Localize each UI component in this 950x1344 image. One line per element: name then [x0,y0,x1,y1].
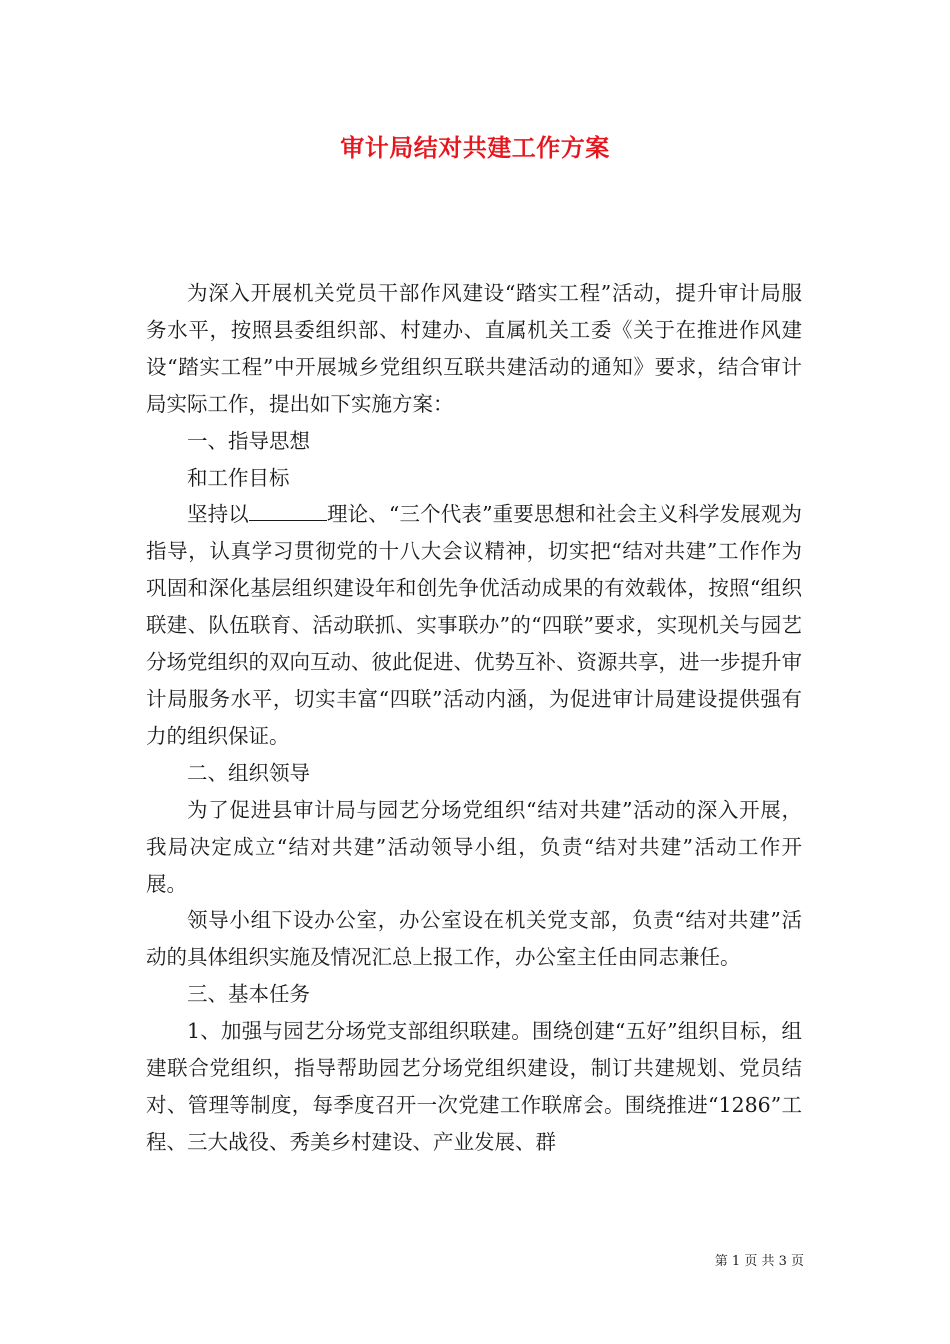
section1-paragraph-rest: 理论、“三个代表”重要思想和社会主义科学发展观为指导，认真学习贯彻党的十八大会议精神，切实把“结对共建”工作作为巩固和深化基层组织建设年和创先争优活动成果的有效载体，按照“组织联建、队伍联育、活动联抓、实事联办”的“四联”要求，实现机关与园艺分场党组织的双向互动、彼此促进、优势互补、资源共享，进一步提升审计局服务水平，切实丰富“四联”活动内涵，为促进审计局建设提供强有力的组织保证。 [146,502,803,748]
page-number: 第 1 页 共 3 页 [714,1254,804,1269]
section1-paragraph [146,496,802,754]
section2-paragraph-2: 领导小组下设办公室，办公室设在机关党支部，负责“结对共建”活动的具体组织实施及情况汇总上报工作，办公室主任由同志兼任。 [146,908,802,970]
section2-heading: 二、组织领导 [187,760,310,785]
document-title: 审计局结对共建工作方案 [340,133,610,162]
section1-paragraph-start: 坚持以 [187,502,249,527]
section3-heading: 三、基本任务 [187,982,310,1007]
section1-heading-continued: 和工作目标 [187,465,290,490]
section1-heading: 一、指导思想 [187,428,310,453]
fill-in-blank [249,502,327,521]
intro-paragraph: 为深入开展机关党员干部作风建设“踏实工程”活动，提升审计局服务水平，按照县委组织部、村建办、直属机关工委《关于在推进作风建设“踏实工程”中开展城乡党组织互联共建活动的通知》要求，结合审计局实际工作，提出如下实施方案： [146,281,802,416]
section3-paragraph-1: 1、加强与园艺分场党支部组织联建。围绕创建“五好”组织目标，组建联合党组织，指导帮助园艺分场党组织建设，制订共建规划、党员结对、管理等制度，每季度召开一次党建工作联席会。围绕推进“1286”工程、三大战役、秀美乡村建设、产业发展、群 [146,1019,802,1154]
section2-paragraph-1: 为了促进县审计局与园艺分场党组织“结对共建”活动的深入开展，我局决定成立“结对共建”活动领导小组，负责“结对共建”活动工作开展。 [146,797,802,896]
document-body [146,275,802,1161]
